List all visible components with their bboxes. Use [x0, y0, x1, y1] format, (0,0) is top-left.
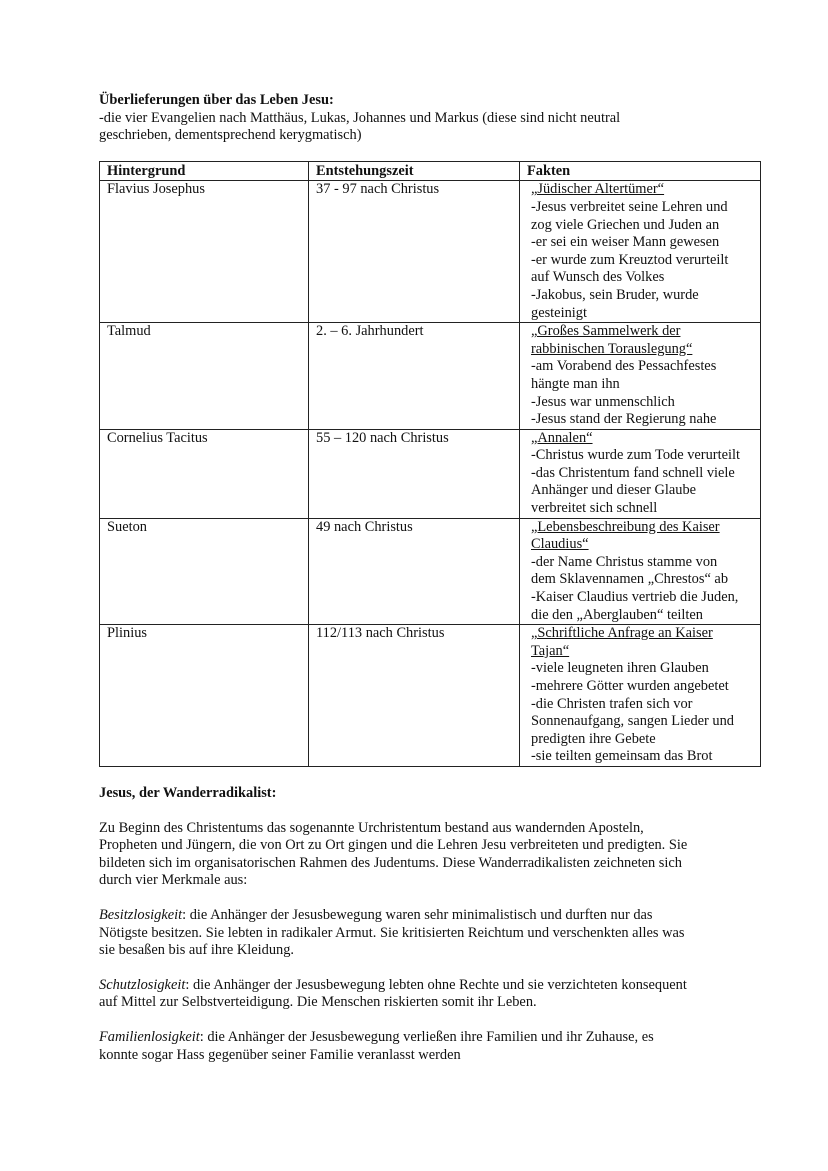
paragraph-line: Propheten und Jüngern, die von Ort zu Ort gingen und die Lehren Jesu verbreiteten und predigten. Sie: [99, 837, 688, 854]
paragraph-line: Zu Beginn des Christentums das sogenannte Urchristentum bestand aus wandernden Aposteln,: [99, 819, 644, 836]
cell-background: Plinius: [100, 625, 309, 767]
fact-line: die den „Aberglauben“ teilten: [531, 606, 703, 623]
paragraph-line: durch vier Merkmale aus:: [99, 872, 248, 889]
paragraph-line: [99, 1029, 760, 1047]
cell-time: 49 nach Christus: [309, 518, 520, 625]
fact-line: -Jesus stand der Regierung nahe: [531, 411, 717, 428]
section-intro-paragraph: [99, 820, 760, 890]
cell-facts: [520, 429, 761, 518]
table-row: [100, 323, 761, 430]
fact-line: -der Name Christus stamme von: [531, 553, 718, 570]
paragraph-line: konnte sogar Hass gegenüber seiner Familie veranlasst werden: [99, 1046, 461, 1063]
fact-line: -Jesus war unmenschlich: [531, 393, 675, 410]
fact-line: gesteinigt: [531, 304, 587, 321]
fact-line: -Kaiser Claudius vertrieb die Juden,: [531, 589, 739, 606]
fact-line: zog viele Griechen und Juden an: [531, 216, 720, 233]
paragraph-line: bildeten sich im organisatorischen Rahmen des Judentums. Diese Wanderradikalisten zeichneten sich: [99, 854, 682, 871]
fact-line: auf Wunsch des Volkes: [531, 269, 665, 286]
paragraph-line: auf Mittel zur Selbstverteidigung. Die Menschen riskierten somit ihr Leben.: [99, 994, 537, 1011]
trait-paragraph: [99, 907, 760, 960]
cell-time: 55 – 120 nach Christus: [309, 429, 520, 518]
fact-line: -sie teilten gemeinsam das Brot: [531, 748, 713, 765]
document-heading: Überlieferungen über das Leben Jesu:: [99, 92, 334, 108]
sources-table: [99, 161, 761, 767]
trait-term: Schutzlosigkeit: [99, 976, 186, 993]
paragraph-line: sie besaßen bis auf ihre Kleidung.: [99, 942, 295, 959]
column-header-time: Entstehungszeit: [309, 161, 520, 181]
fact-line: Sonnenaufgang, sangen Lieder und: [531, 713, 735, 730]
source-title: rabbinischen Torauslegung“: [531, 340, 693, 357]
fact-line: -viele leugneten ihren Glauben: [531, 660, 709, 677]
column-header-background: Hintergrund: [100, 161, 309, 181]
table-row: [100, 429, 761, 518]
cell-background: Sueton: [100, 518, 309, 625]
fact-line: -Jesus verbreitet seine Lehren und: [531, 198, 728, 215]
fact-line: -er sei ein weiser Mann gewesen: [531, 234, 720, 251]
table-body: [100, 181, 761, 767]
trait-term: Besitzlosigkeit: [99, 906, 183, 923]
document-page: [99, 92, 760, 1064]
trait-term: Familienlosigkeit: [99, 1028, 200, 1045]
table-row: [100, 625, 761, 767]
cell-facts: [520, 625, 761, 767]
cell-time: 2. – 6. Jahrhundert: [309, 323, 520, 430]
cell-time: 112/113 nach Christus: [309, 625, 520, 767]
table-row: [100, 181, 761, 323]
fact-line: -Christus wurde zum Tode verurteilt: [531, 447, 740, 464]
source-title: „Jüdischer Altertümer“: [531, 181, 665, 198]
intro-line: geschrieben, dementsprechend kerygmatisch): [99, 127, 362, 144]
source-title: Tajan“: [531, 642, 570, 659]
table-row: [100, 518, 761, 625]
paragraph-line: [99, 907, 760, 925]
trait-description: : die Anhänger der Jesusbewegung waren sehr minimalistisch und durften nur das: [182, 906, 653, 923]
intro-text: [99, 110, 760, 145]
trait-description: : die Anhänger der Jesusbewegung verließen ihre Familien und ihr Zuhause, es: [199, 1028, 654, 1045]
column-header-facts: Fakten: [520, 161, 761, 181]
fact-line: -das Christentum fand schnell viele: [531, 464, 735, 481]
paragraph-line: [99, 977, 760, 995]
source-title: „Lebensbeschreibung des Kaiser: [531, 518, 720, 535]
fact-line: hängte man ihn: [531, 375, 620, 392]
cell-background: Cornelius Tacitus: [100, 429, 309, 518]
source-title: „Schriftliche Anfrage an Kaiser: [531, 625, 713, 642]
trait-paragraph: [99, 1029, 760, 1064]
fact-line: dem Sklavennamen „Chrestos“ ab: [531, 571, 729, 588]
fact-line: -die Christen trafen sich vor: [531, 695, 693, 712]
section-title: Jesus, der Wanderradikalist:: [99, 784, 277, 801]
paragraph-line: Nötigste besitzen. Sie lebten in radikaler Armut. Sie kritisierten Reichtum und verschenkten alles was: [99, 924, 685, 941]
fact-line: Anhänger und dieser Glaube: [531, 482, 697, 499]
trait-paragraph: [99, 977, 760, 1012]
cell-facts: [520, 181, 761, 323]
fact-line: -Jakobus, sein Bruder, wurde: [531, 286, 699, 303]
source-title: Claudius“: [531, 536, 589, 553]
intro-line: -die vier Evangelien nach Matthäus, Lukas, Johannes und Markus (diese sind nicht neutral: [99, 109, 621, 126]
table-header-row: [100, 161, 761, 181]
fact-line: -mehrere Götter wurden angebetet: [531, 678, 729, 694]
cell-background: Flavius Josephus: [100, 181, 309, 323]
trait-description: : die Anhänger der Jesusbewegung lebten ohne Rechte und sie verzichteten konsequent: [185, 976, 687, 993]
fact-line: -am Vorabend des Pessachfestes: [531, 358, 717, 375]
source-title: „Großes Sammelwerk der: [531, 323, 681, 340]
fact-line: verbreitet sich schnell: [531, 500, 658, 517]
cell-time: 37 - 97 nach Christus: [309, 181, 520, 323]
fact-line: -er wurde zum Kreuztod verurteilt: [531, 251, 729, 268]
cell-background: Talmud: [100, 323, 309, 430]
fact-line: predigten ihre Gebete: [531, 730, 656, 747]
traits-list: [99, 907, 760, 1064]
cell-facts: [520, 323, 761, 430]
cell-facts: [520, 518, 761, 625]
source-title: „Annalen“: [531, 429, 593, 446]
